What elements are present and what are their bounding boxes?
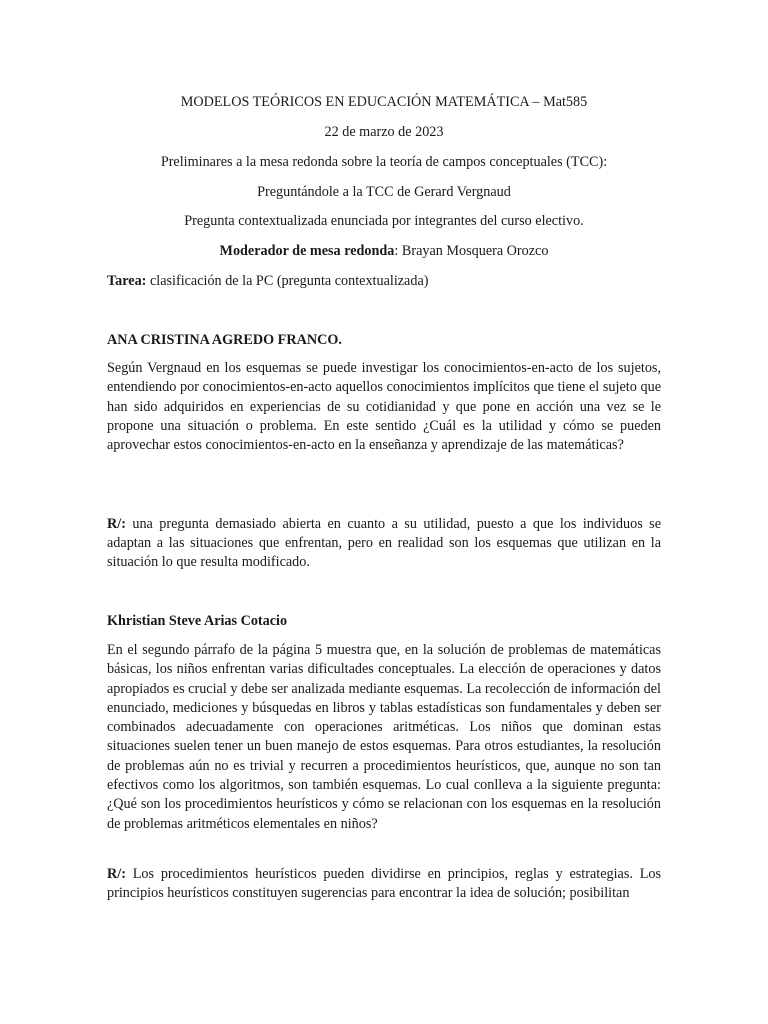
task-line [107,272,428,290]
moderator-label: Moderador de mesa redonda [219,243,395,259]
question-paragraph: Según Vergnaud en los esquemas se puede investigar los conocimientos-en-acto de los sujetos, entendiendo por conocimientos-en-acto aquellos conocimientos implícitos que tiene el sujeto que han sido adquiridos en experiencias de su cotidianidad y que pone en acción una vez se le propone una situación o problema. En este sentido ¿Cuál es la utilidad y cómo se pueden aprovechar estos conocimientos-en-acto en la enseñanza y aprendizaje de las matemáticas? [107,360,661,454]
question-paragraph: En el segundo párrafo de la página 5 muestra que, en la solución de problemas de matemáticas básicas, los niños enfrentan varias dificultades conceptuales. La elección de operaciones y datos apropiados es crucial y debe ser analizada mediante esquemas. La recolección de información del enunciado, mediciones y búsquedas en libros y tablas estadísticas son fundamentales y deben ser combinados adecuadamente con operaciones aritméticas. Los niños que dominan estas situaciones suelen tener un buen manejo de estos esquemas. Para otros estudiantes, la resolución de problemas aún no es trivial y recurren a procedimientos heurísticos, que, aunque no son tan efectivos como los algoritmos, son también esquemas. Lo cual conlleva a la siguiente pregunta: ¿Qué son los procedimientos heurísticos y cómo se relacionan con los esquemas en la resolución de problemas aritméticos elementales en niños? [107,642,661,832]
answer-paragraph [107,865,661,903]
subtitle-line: Preguntándole a la TCC de Gerard Vergnaud [257,184,511,200]
answer-label: R/: [107,866,126,882]
task-label: Tarea: [107,273,147,289]
moderator-line [0,242,768,260]
document-date: 22 de marzo de 2023 [324,124,444,140]
course-title: MODELOS TEÓRICOS EN EDUCACIÓN MATEMÁTICA – Mat585 [180,94,588,110]
answer-label: R/: [107,516,126,532]
preliminaries-line: Preliminares a la mesa redonda sobre la teoría de campos conceptuales (TCC): [160,154,608,170]
answer-text: Los procedimientos heurísticos pueden dividirse en principios, reglas y estrategias. Los principios heurísticos constituyen sugerencias para encontrar la idea de solución; posibilitan [107,866,661,901]
answer-text: una pregunta demasiado abierta en cuanto a su utilidad, puesto a que los individuos se adaptan a las situaciones que enfrentan, pero en realidad son los esquemas que utilizan en la situación lo que resulta modificado. [107,516,661,570]
answer-paragraph [107,515,661,572]
context-line: Pregunta contextualizada enunciada por integrantes del curso electivo. [184,213,584,229]
author-heading: Khristian Steve Arias Cotacio [107,613,288,629]
moderator-name: : Brayan Mosquera Orozco [394,243,549,259]
author-heading: ANA CRISTINA AGREDO FRANCO. [107,332,342,348]
task-text: clasificación de la PC (pregunta contextualizada) [146,273,429,289]
